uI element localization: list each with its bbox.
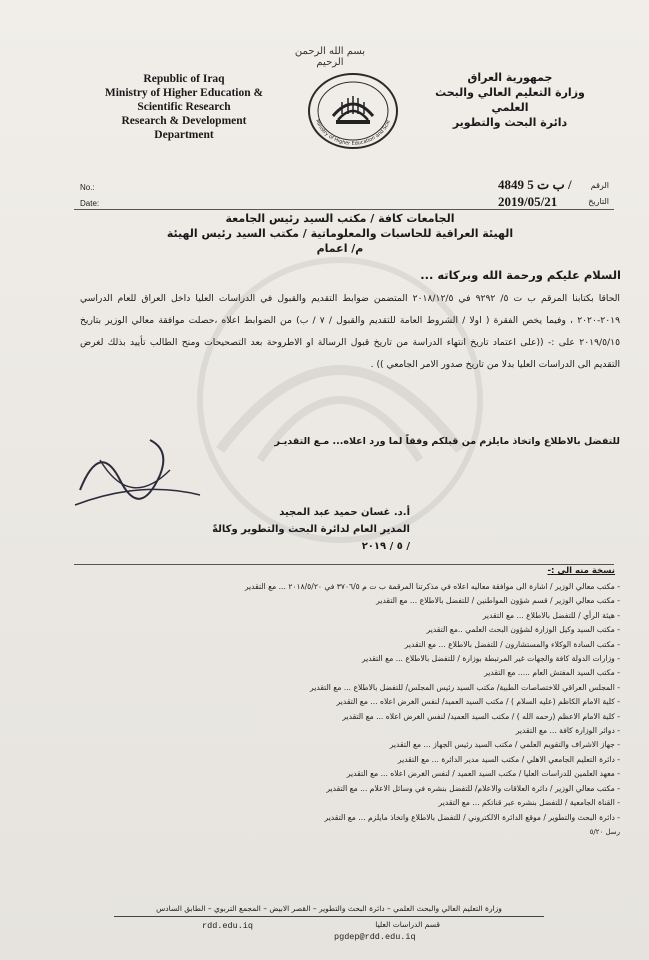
- cc-item: - جهاز الاشراف والتقويم العلمي / مكتب السيد رئيس الجهاز ... مع التقدير: [389, 740, 620, 750]
- header-en-line: Department: [154, 129, 214, 141]
- addressee-line: م/ اعمام: [316, 242, 364, 255]
- footer-email: pgdep@rdd.edu.iq: [334, 932, 416, 942]
- header-arabic: [420, 70, 600, 130]
- header-ar-line: وزارة التعليم العالي والبحث العلمي: [435, 86, 585, 114]
- date-label-ar: التاريخ: [588, 197, 609, 206]
- number-label-ar: الرقم: [590, 181, 609, 190]
- signatory-title: المدير العام لدائرة البحث والتطوير وكالةً: [212, 524, 410, 535]
- footer-divider: [114, 916, 544, 917]
- cc-item: - دائرة البحث والتطوير / موقع الدائرة الالكتروني / للتفضل بالاطلاع واتخاذ مايلزم ... مع التقدير: [324, 812, 620, 822]
- header-divider: [74, 209, 614, 210]
- header-english: [84, 72, 284, 142]
- cc-item: - مكتب السيد المفتش العام ..... مع التقدير: [484, 668, 620, 678]
- cc-item: - دوائر الوزارة كافة ... مع التقدير: [515, 726, 620, 736]
- header-ar-line: جمهورية العراق: [467, 71, 553, 84]
- header-en-line: Republic of Iraq: [143, 73, 225, 85]
- greeting: السلام عليكم ورحمة الله وبركاته ...: [420, 268, 621, 282]
- signature-block: [170, 504, 410, 555]
- cc-item: - وزارات الدولة كافة والجهات غير المرتبطة بوزارة / للتفضل بالاطلاع ... مع التقدير: [361, 654, 620, 664]
- signature-date: / ٥ / ٢٠١٩: [361, 541, 410, 552]
- cc-item: - هيئة الرأي / للتفضل بالاطلاع ... مع التقدير: [482, 610, 620, 620]
- cc-item: - مكتب معالي الوزير / اشارة الى موافقة معاليه اعلاه في مذكرتنا المرقمة ب ت م ٣٧٠٦/٥ في ٢٠١٨/٥/٢٠ ... مع التقدير: [244, 582, 620, 591]
- cc-list: [70, 580, 620, 839]
- cc-item: - القناة الجامعية / للتفضل بنشره عبر قناتكم ... مع التقدير: [438, 798, 620, 808]
- addressee-line: الهيئة العراقية للحاسبات والمعلوماتية / مكتب السيد رئيس الهيئة: [166, 227, 514, 240]
- reference-number: 4849 ب ت 5 /: [498, 177, 572, 192]
- addressee-line: الجامعات كافة / مكتب السيد رئيس الجامعة: [225, 212, 455, 225]
- cc-item: - مكتب السيد وكيل الوزارة لشؤون البحث العلمي ..مع التقدير: [426, 625, 620, 635]
- number-label-en: No.:: [80, 183, 95, 192]
- basmala: بسم الله الرحمن الرحيم: [294, 46, 366, 68]
- header-en-line: Ministry of Higher Education &: [104, 87, 264, 99]
- signatory-name: أ.د. غسان حميد عبد المجيد: [279, 507, 410, 518]
- footer-department: قسم الدراسات العليا: [375, 920, 440, 929]
- letter-date: 2019/05/21: [498, 194, 558, 209]
- cc-item: - مكتب معالي الوزير / قسم شؤون المواطنين / للتفضل بالاطلاع ... مع التقدير: [376, 596, 620, 606]
- ministry-logo: [298, 72, 408, 150]
- cc-footnote: رسل ٥/٢٠: [589, 827, 620, 836]
- cc-item: - المجلس العراقي للاختصاصات الطبية/ مكتب السيد رئيس المجلس/ للتفضل بالاطلاع ... مع التقدير: [310, 682, 620, 692]
- header-en-line: Scientific Research: [137, 101, 231, 113]
- header-en-line: Research & Development: [121, 115, 247, 127]
- cc-item: - كلية الامام الكاظم (عليه السلام ) / مكتب السيد العميد/ لنفس الغرض اعلاه ... مع التقدير: [336, 697, 620, 707]
- date-label-en: Date:: [80, 199, 100, 208]
- cc-item: - دائرة التعليم الجامعي الاهلي / مكتب السيد مدير الدائرة ... مع التقدير: [397, 754, 620, 764]
- cc-title: نسخة منه الى :-: [547, 566, 615, 576]
- cc-item: - مكتب السادة الوكلاء والمستشارون / للتفضل بالاطلاع ... مع التقدير: [404, 639, 620, 649]
- cc-divider: [74, 564, 614, 565]
- addressees: [150, 211, 530, 256]
- footer-address: وزارة التعليم العالي والبحث العلمي – دائرة البحث والتطوير – القصر الابيض – المجمع التربوي – الطابق السادس: [156, 904, 502, 913]
- letter-body: الحاقا بكتابنا المرقم ب ت ٥/ ٩٢٩٢ في ٢٠١٨/١٢/٥ المتضمن ضوابط التقديم والقبول في الدراسات العليا داخل العراق للعام الدراسي ٢٠١٩-٢٠٢٠ ، وفيما يخص الفقرة ( اولا / الشروط العامة للتقديم والقبول / ٧ / ب) من الضوابط اعلاه ،حصلت موافقة معالي الوزير بتاريخ ٢٠١٩/٥/١٥ على :- ((على اعتماد تاريخ انتهاء الدراسة من تاريخ قبول الرسالة او الاطروحة بعد التصحيحات ومنح الطالب تأييد بذلك لغرض التقديم الى الدراسات العليا بدلا من تاريخ صدور الامر الجامعي )) .: [80, 293, 621, 370]
- cc-item: - كلية الامام الاعظم (رحمه الله ) / مكتب السيد العميد/ لنفس الغرض اعلاه ... مع التقدير: [342, 711, 620, 721]
- cc-item: - معهد العلمين للدراسات العليا / مكتب السيد العميد / لنفس الغرض اعلاه ... مع التقدير: [346, 769, 620, 779]
- logo-text: Ministry of Higher Education and Scie: [314, 118, 392, 147]
- footer-website: rdd.edu.iq: [202, 921, 254, 931]
- cc-item: - مكتب معالي الوزير / دائرة العلاقات والاعلام/ للتفضل بنشره في وسائل الاعلام ... مع التقدير: [326, 783, 620, 793]
- header-ar-line: دائرة البحث والتطوير: [452, 116, 568, 129]
- closing-line: للتفضل بالاطلاع واتخاذ مايلزم من قبلكم وفقاً لما ورد اعلاه... مـع التقديـر: [274, 436, 620, 447]
